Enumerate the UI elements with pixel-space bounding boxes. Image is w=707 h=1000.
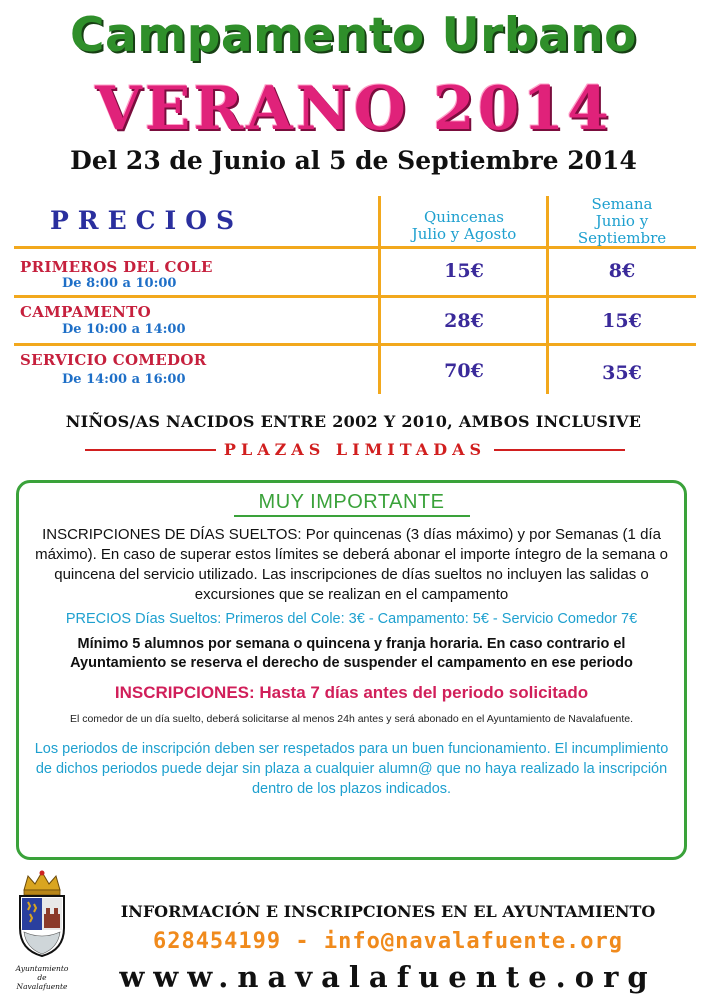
town-crest bbox=[8, 870, 68, 995]
price-table bbox=[0, 0, 707, 400]
limited-places bbox=[85, 440, 625, 459]
crest-caption-line: Navalafuente bbox=[16, 982, 68, 991]
column-header-line: Junio y bbox=[595, 212, 649, 230]
table-divider bbox=[14, 343, 696, 346]
dates: Del 23 de Junio al 5 de Septiembre 2014 bbox=[70, 146, 637, 175]
website-link[interactable]: www.navalafuente.org bbox=[119, 960, 657, 994]
column-header-quincenas bbox=[384, 209, 544, 243]
eligibility-note: NIÑOS/AS NACIDOS ENTRE 2002 Y 2010, AMBOS INCLUSIVE bbox=[65, 412, 642, 431]
row-name: SERVICIO COMEDOR bbox=[20, 351, 207, 369]
crest-icon bbox=[12, 870, 72, 960]
crest-caption-line: Ayuntamiento bbox=[15, 964, 69, 973]
column-header-line: Septiembre bbox=[577, 229, 667, 247]
important-box bbox=[16, 480, 687, 860]
subtitle: VERANO 2014 bbox=[95, 74, 612, 144]
inscriptions-deadline: INSCRIPCIONES: Hasta 7 días antes del periodo solicitado bbox=[114, 683, 589, 702]
single-days-paragraph: INSCRIPCIONES DE DÍAS SUELTOS: Por quincenas (3 días máximo) y por Semanas (1 día máximo). En caso de superar estos límites se deberá abonar el importe íntegro de la semana o quincena del servicio utilizado. Las inscripciones de días sueltos no incluyen las salidas o excursiones que se realizan en el campamento bbox=[35, 526, 668, 603]
row-name: PRIMEROS DEL COLE bbox=[20, 258, 213, 276]
price-quincena: 15€ bbox=[444, 260, 484, 282]
price-semana: 8€ bbox=[608, 260, 636, 282]
periods-note: Los periodos de inscripción deben ser respetados para un buen funcionamiento. El incumplimiento de dichos periodos puede dejar sin plaza a cualquier alumn@ que no haya realizado la inscripción dentro de los plazos indicados. bbox=[34, 741, 669, 797]
row-time: De 10:00 a 14:00 bbox=[62, 322, 186, 337]
comedor-note: El comedor de un día suelto, deberá solicitarse al menos 24h antes y será abonado en el Ayuntamiento de Navalafuente. bbox=[69, 713, 634, 725]
single-day-prices: PRECIOS Días Sueltos: Primeros del Cole: 3€ - Campamento: 5€ - Servicio Comedor 7€ bbox=[65, 611, 638, 627]
row-time: De 8:00 a 10:00 bbox=[62, 276, 177, 291]
title: Campamento Urbano bbox=[70, 8, 637, 63]
price-semana: 35€ bbox=[602, 362, 642, 384]
column-header-semana bbox=[552, 196, 692, 247]
info-line: INFORMACIÓN E INSCRIPCIONES EN EL AYUNTAMIENTO bbox=[120, 902, 656, 921]
column-header-line: Semana bbox=[591, 195, 653, 213]
price-quincena: 28€ bbox=[444, 310, 484, 332]
row-time: De 14:00 a 16:00 bbox=[62, 372, 186, 387]
minimum-students-note: Mínimo 5 alumnos por semana o quincena y franja horaria. En caso contrario el Ayuntamiento se reserva el derecho de suspender el campamento en ese periodo bbox=[70, 636, 633, 671]
contact-line[interactable]: 628454199 - info@navalafuente.org bbox=[152, 929, 624, 954]
prices-heading: PRECIOS bbox=[50, 206, 244, 235]
column-header-line: Julio y Agosto bbox=[411, 225, 517, 243]
crest-caption-line: de bbox=[37, 973, 47, 982]
limited-places-banner bbox=[85, 440, 625, 460]
price-quincena: 70€ bbox=[444, 360, 484, 382]
limited-places-text: PLAZAS LIMITADAS bbox=[216, 440, 494, 459]
title-underline bbox=[234, 515, 470, 517]
table-divider bbox=[14, 295, 696, 298]
row-name: CAMPAMENTO bbox=[20, 303, 151, 321]
price-semana: 15€ bbox=[602, 310, 642, 332]
important-title: MUY IMPORTANTE bbox=[258, 491, 445, 513]
crest-caption bbox=[8, 964, 76, 991]
column-header-line: Quincenas bbox=[424, 208, 504, 226]
